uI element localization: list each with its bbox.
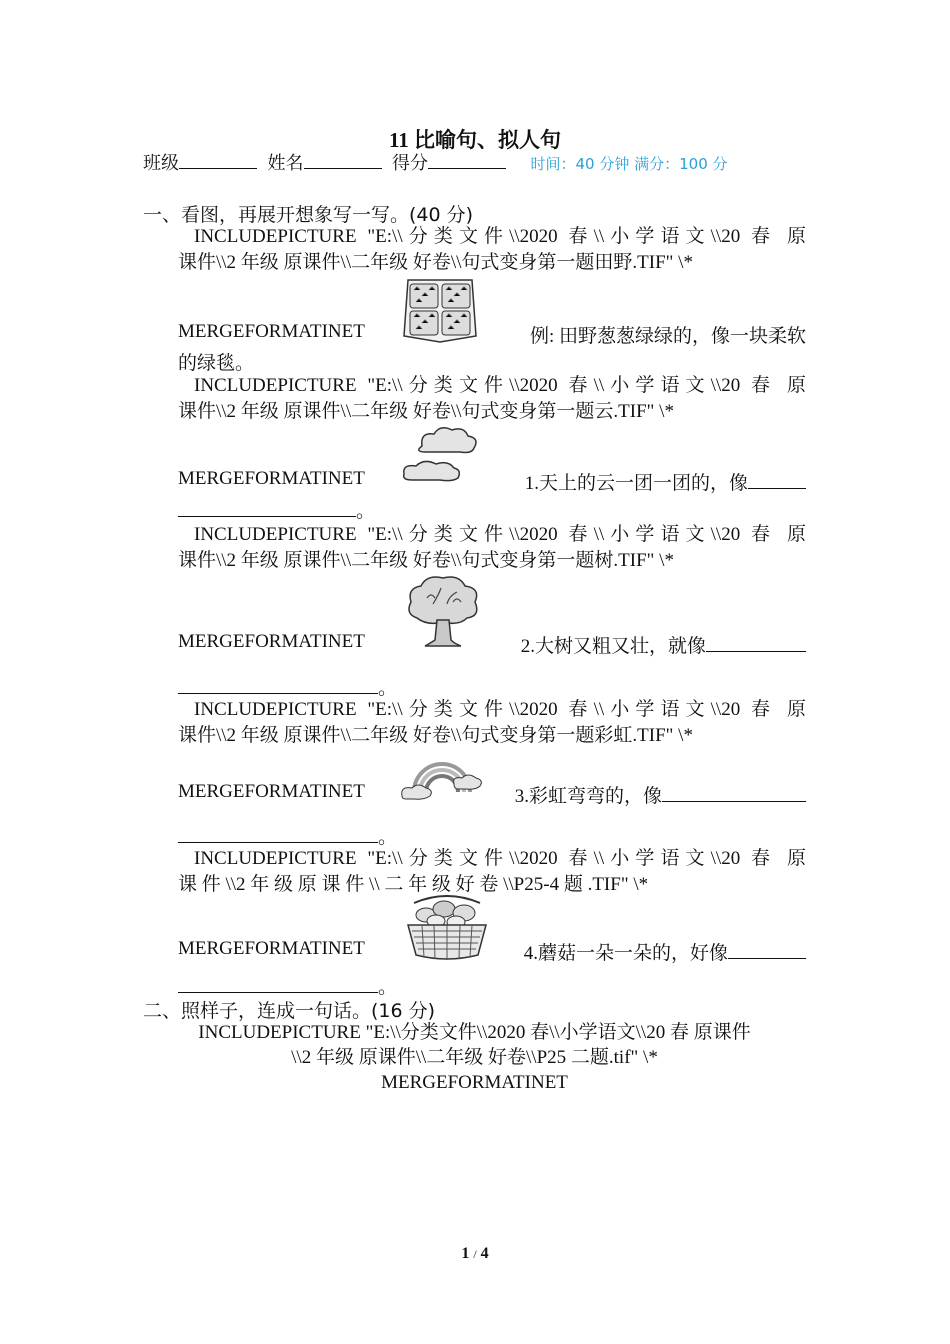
page-number: 1 / 4 bbox=[461, 1245, 489, 1262]
rainbow-icon bbox=[400, 754, 484, 807]
section2-field-code: INCLUDEPICTURE "E:\\分类文件\\2020 春\\小学语文\\20 春 原课件 \\2 年级 原课件\\二年级 好卷\\P25 二题.tif" \* MERGEFORMATINET bbox=[198, 1022, 751, 1093]
class-blank[interactable] bbox=[179, 152, 257, 169]
q1-answer-blank-cont[interactable] bbox=[178, 498, 356, 517]
name-blank[interactable] bbox=[304, 152, 382, 169]
q1-answer-blank[interactable] bbox=[748, 470, 806, 489]
q3-field-code: INCLUDEPICTURE "E:\\分类文件\\2020 春\\小学语文\\20 春 原 课件\\2 年级 原课件\\二年级 好卷\\句式变身第一题彩虹.TIF" \* bbox=[178, 699, 806, 746]
q3-answer-blank[interactable] bbox=[662, 783, 806, 802]
class-label: 班级 bbox=[143, 153, 179, 173]
q1-prompt: 1.天上的云一团一团的，像 bbox=[524, 473, 748, 494]
q3-prompt: 3.彩虹弯弯的，像 bbox=[514, 786, 662, 807]
student-info-line bbox=[143, 149, 823, 175]
q2-field-code: INCLUDEPICTURE "E:\\分类文件\\2020 春\\小学语文\\20 春 原 课件\\2 年级 原课件\\二年级 好卷\\句式变身第一题树.TIF" \* bbox=[178, 524, 806, 571]
section2-heading: 二、照样子，连成一句话。(16 分) bbox=[143, 1000, 436, 1022]
example-sentence-cont: 的绿毯。 bbox=[178, 353, 255, 374]
q1-field-code: INCLUDEPICTURE "E:\\分类文件\\2020 春\\小学语文\\20 春 原 课件\\2 年级 原课件\\二年级 好卷\\句式变身第一题云.TIF" \* bbox=[178, 375, 806, 422]
page-title: 11 比喻句、拟人句 bbox=[388, 128, 562, 152]
time-limit: 时间：40 分钟 满分：100 分 bbox=[530, 155, 728, 173]
score-blank[interactable] bbox=[428, 152, 506, 169]
worksheet-page: 11 比喻句、拟人句 班级 姓名 得分 时间：40 分钟 满分：100 分 一、看图，再展开想象写一写。(40 分) INCLUDEPICTURE "E:\\分类文件\\2020 春\\小学语文\\20 春 原 课件\\2 年级 原课件\\二年级 好卷\\句式变身第一题田野.TIF" \* MERGEFORMATINET 例: 田野葱葱绿绿的，像一块柔软 的绿毯。 INCLUDEPICTURE "E:\\分类文件\\2020 春\\小学语文\\20 春 原 课件\\2 年级 原课件\\二年级 好卷\\句式变身第一题云.TIF" \* MERGEFORMATINET 1.天上的云一团一团的，像 。 INCLUDEPICTURE "E:\\分类文件\\2020 春\\小学语文\\20 春 原 课件\\2 年级 原课件\\二年级 好卷\\句式变身第一题树.TIF" \* MERGEFORMATINET 2.大树又粗又壮，就像 。 INCLUDEPICTURE "E:\\分类文件\\2020 春\\小学语文\\20 春 原 课件\\2 年级 原课件\\二年级 好卷\\句式变身第一题彩虹.TIF" \* MERGEFORMATINET 3.彩虹弯弯的，像 。 INCLUDEPICTURE "E:\\分类文件\\2020 春\\小学语文\\20 春 原 课 件 \\2 年 级 原 课 件 \\ 二 年 级 好 卷 \\P25-4 题 .TIF" \* MERGEFORMATINET 4.蘑菇一朵一朵的，好像 。 二、照样子，连成一句话。(16 分) INCLUDEPICTURE "E:\\分类文件\\2020 春\\小学语文\\20 春 原课件 \\2 年级 原课件\\二年级 好卷\\P25 二题.tif" \* MERGEFORMATINET 1 / 4 bbox=[0, 0, 950, 1344]
section1-heading: 一、看图，再展开想象写一写。(40 分) bbox=[143, 204, 474, 226]
q2-answer-blank-cont[interactable] bbox=[178, 675, 378, 694]
score-label: 得分 bbox=[392, 153, 428, 173]
cloud-icon bbox=[400, 424, 482, 491]
q4-answer-blank[interactable] bbox=[728, 940, 806, 959]
q2-answer-blank[interactable] bbox=[706, 633, 806, 652]
tree-icon bbox=[403, 574, 483, 655]
field-icon bbox=[402, 276, 478, 349]
example-sentence: 例: 田野葱葱绿绿的，像一块柔软 bbox=[529, 326, 806, 347]
q4-field-code: INCLUDEPICTURE "E:\\分类文件\\2020 春\\小学语文\\20 春 原 课 件 \\2 年 级 原 课 件 \\ 二 年 级 好 卷 \\P25-4 题 .TIF" \* bbox=[178, 848, 806, 895]
name-label: 姓名 bbox=[267, 153, 304, 173]
example-field-code: INCLUDEPICTURE "E:\\分类文件\\2020 春\\小学语文\\20 春 原 课件\\2 年级 原课件\\二年级 好卷\\句式变身第一题田野.TIF" \* bbox=[178, 226, 806, 273]
q4-prompt: 4.蘑菇一朵一朵的，好像 bbox=[523, 943, 728, 964]
q2-prompt: 2.大树又粗又壮，就像 bbox=[520, 636, 706, 657]
mushroom-basket-icon bbox=[404, 895, 490, 966]
q3-answer-blank-cont[interactable] bbox=[178, 824, 378, 843]
q4-answer-blank-cont[interactable] bbox=[178, 974, 378, 993]
